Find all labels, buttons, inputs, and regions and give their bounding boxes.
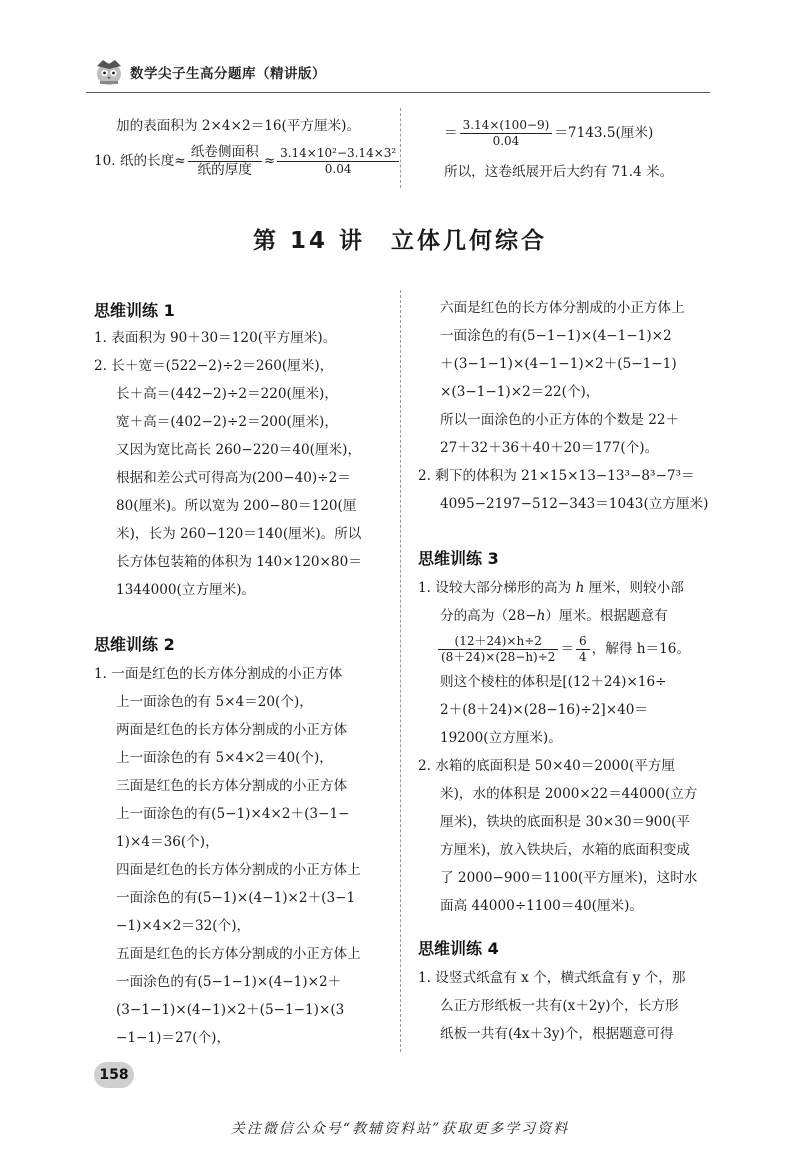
s2-line: 上一面涂色的有(5−1)×4×2＋(3−1− — [116, 806, 350, 822]
s1-line: 米)，长为 260−120＝140(厘米)。所以 — [116, 526, 362, 542]
s3-line: 了 2000−900＝1100(平方厘米)，这时水 — [440, 870, 698, 886]
s2-line: 上一面涂色的有 5×4＝20(个)， — [116, 694, 313, 710]
s2-line: 1)×4＝36(个)， — [116, 834, 219, 850]
s3-line: 19200(立方厘米)。 — [440, 730, 562, 746]
section-title-3: 思维训练 3 — [418, 549, 499, 568]
s2c-line: 2. 剩下的体积为 21×15×13−13³−8³−7³＝ — [418, 468, 695, 484]
s1-line: 1. 表面积为 90＋30＝120(平方厘米)。 — [94, 330, 337, 346]
s1-line: 长方体包装箱的体积为 140×120×80＝ — [116, 554, 362, 570]
top-right-line1: ＝ $\frac{3.14\times(100-9)}{0.04}$ ＝7143.5(厘米) — [444, 118, 654, 148]
section-title-2: 思维训练 2 — [94, 635, 175, 654]
s2-line: 两面是红色的长方体分割成的小正方体 — [116, 722, 348, 738]
s3-line: 2. 水箱的底面积是 50×40＝2000(平方厘 — [418, 758, 676, 774]
s2-line: −1)×4×2＝32(个)， — [116, 918, 251, 934]
s3-line: 2＋(8＋24)×(28−16)÷2]×40＝ — [440, 702, 648, 718]
top-left-line1: 加的表面积为 2×4×2＝16(平方厘米)。 — [116, 118, 361, 134]
header-rule — [86, 92, 710, 93]
s3-line2: 分的高为（28−h）厘米。根据题意有 — [440, 608, 668, 624]
s2c-line: 六面是红色的长方体分割成的小正方体上 — [440, 300, 685, 316]
fraction-area-over-thickness: $\frac{\text{纸卷侧面积}}{\text{纸的厚度}}$ — [188, 144, 262, 179]
s3-line: 方厘米)，放入铁块后，水箱的底面积变成 — [440, 842, 690, 858]
fraction-trapezoid-ratio: $\frac{(12+24)\times h\div 2}{(8+24)\times(28-h)\div 2}$ — [438, 634, 558, 665]
s1-line: 宽＋高＝(402−2)÷2＝200(厘米)， — [116, 414, 338, 430]
s1-line: 又因为宽比高长 260−220＝40(厘米)， — [116, 442, 362, 458]
section-title-4: 思维训练 4 — [418, 939, 499, 958]
s2c-line: ×(3−1−1)×2＝22(个)， — [440, 384, 600, 400]
s4-line: 纸板一共有(4x＋3y)个，根据题意可得 — [440, 1026, 674, 1042]
s2-line: 一面涂色的有(5−1)×(4−1)×2＋(3−1 — [116, 890, 356, 906]
page-number: 158 — [94, 1062, 134, 1088]
s1-line: 1344000(立方厘米)。 — [116, 582, 256, 598]
s1-line: 根据和差公式可得高为(200−40)÷2＝ — [116, 470, 351, 486]
s2c-line: 一面涂色的有(5−1−1)×(4−1−1)×2 — [440, 328, 672, 344]
footer-note: 关注微信公众号“教辅资料站”获取更多学习资料 — [230, 1121, 570, 1137]
s2c-line: 所以一面涂色的小正方体的个数是 22＋ — [440, 412, 680, 428]
s2-line: (3−1−1)×(4−1)×2＋(5−1−1)×(3 — [116, 1002, 345, 1018]
s1-line: 80(厘米)。所以宽为 200−80＝120(厘 — [116, 498, 357, 514]
chapter-title: 第 14 讲 立体几何综合 — [252, 228, 548, 254]
s2c-line: ＋(3−1−1)×(4−1−1)×2＋(5−1−1) — [440, 356, 677, 372]
fraction-six-fourths: $\frac{6}{4}$ — [576, 634, 590, 665]
s2c-line: 27＋32＋36＋40＋20＝177(个)。 — [440, 440, 659, 456]
column-divider — [400, 290, 401, 1052]
s2-line: 三面是红色的长方体分割成的小正方体 — [116, 778, 348, 794]
owl-logo-icon — [94, 58, 124, 86]
s2-line: −1−1)＝27(个)， — [116, 1030, 231, 1046]
header-title: 数学尖子生高分题库（精讲版） — [130, 66, 326, 82]
s3-line: 面高 44000÷1100＝40(厘米)。 — [440, 898, 644, 914]
fraction-area-formula: $\frac{\text{3.14×10²−3.14×3²}}{0.04}$ — [277, 146, 399, 177]
s3-line: 米)，水的体积是 2000×22＝44000(立方 — [440, 786, 698, 802]
s2-line: 上一面涂色的有 5×4×2＝40(个)， — [116, 750, 333, 766]
q10-line: 10. 纸的长度≈ $\frac{\text{纸卷侧面积}}{\text{纸的厚度}}$ ≈ $\frac{\text{3.14×10²−3.14×3²}}{0.04}$ — [94, 144, 401, 179]
q10-label: 10. 纸的长度≈ — [94, 153, 186, 169]
s3-line: 则这个棱柱的体积是[(12＋24)×16÷ — [440, 674, 667, 690]
s3-line1: 1. 设较大部分梯形的高为 h 厘米，则较小部 — [418, 580, 684, 596]
s2-line: 一面涂色的有(5−1−1)×(4−1)×2＋ — [116, 974, 342, 990]
s2-line: 五面是红色的长方体分割成的小正方体上 — [116, 946, 361, 962]
s3-line: 厘米)，铁块的底面积是 30×30＝900(平 — [440, 814, 690, 830]
s2-line: 1. 一面是红色的长方体分割成的小正方体 — [94, 666, 343, 682]
s1-line: 长＋高＝(442−2)÷2＝220(厘米)， — [116, 386, 338, 402]
s4-line: 1. 设竖式纸盒有 x 个，横式纸盒有 y 个，那 — [418, 970, 686, 986]
top-right-line2: 所以，这卷纸展开后大约有 71.4 米。 — [444, 164, 674, 180]
s1-line: 2. 长＋宽＝(522−2)÷2＝260(厘米)， — [94, 358, 334, 374]
s4-line: 么正方形纸板一共有(x＋2y)个，长方形 — [440, 998, 679, 1014]
s3-equation: $\frac{(12+24)\times h\div 2}{(8+24)\times(28-h)\div 2}$ ＝ $\frac{6}{4}$ ，解得 h＝16。 — [436, 634, 690, 665]
fraction-length-formula: $\frac{3.14\times(100-9)}{0.04}$ — [460, 118, 553, 149]
section-title-1: 思维训练 1 — [94, 301, 175, 320]
s2c-line: 4095−2197−512−343＝1043(立方厘米) — [440, 496, 709, 512]
s2-line: 四面是红色的长方体分割成的小正方体上 — [116, 862, 361, 878]
